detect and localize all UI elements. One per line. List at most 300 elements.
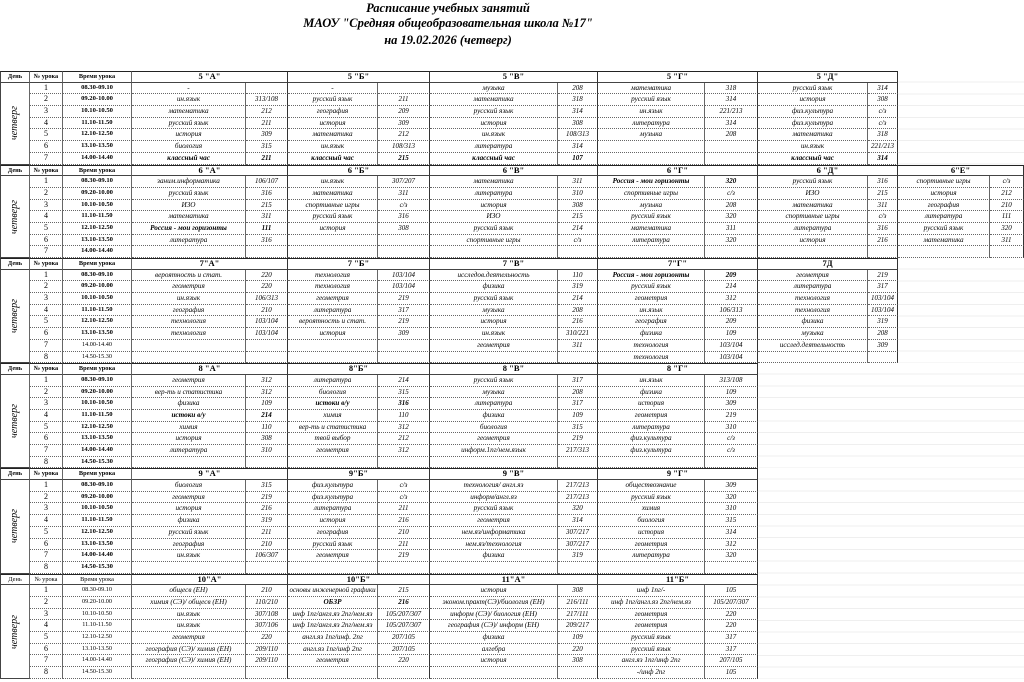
subject-cell: музыка	[430, 83, 558, 95]
subject-cell: инф 1пг/англ.яз 2пг/нем.яз	[288, 620, 378, 632]
room-cell: 307/217	[558, 527, 598, 539]
subject-cell	[598, 562, 705, 574]
subject-cell: география	[288, 106, 378, 118]
subject-cell: история	[758, 235, 868, 247]
room-cell: 220	[246, 632, 288, 644]
room-cell: 320	[990, 223, 1024, 235]
room-cell	[378, 667, 430, 679]
subject-cell: русский язык	[132, 188, 246, 200]
room-cell: 103/104	[705, 340, 758, 352]
subject-cell: геометрия	[288, 655, 378, 667]
lesson-number: 1	[30, 83, 63, 95]
subject-cell: физика	[758, 316, 868, 328]
class-header: 8"Б"	[288, 363, 430, 375]
room-cell: 103/104	[246, 328, 288, 340]
room-cell: 219	[378, 316, 430, 328]
lesson-time: 14.50-15.30	[63, 562, 132, 574]
lesson-number: 2	[30, 597, 63, 609]
room-cell: 216	[558, 316, 598, 328]
room-cell: 103/104	[705, 352, 758, 364]
room-cell	[246, 352, 288, 364]
room-cell: 209	[705, 316, 758, 328]
subject-cell: ин.язык	[288, 141, 378, 153]
room-cell: 317	[868, 281, 898, 293]
class-header: 7 "В"	[430, 258, 598, 270]
subject-cell	[288, 340, 378, 352]
subject-cell: классный час	[430, 153, 558, 165]
room-cell: 107	[558, 153, 598, 165]
subject-cell: нем.яз/информатика	[430, 527, 558, 539]
room-cell: 316	[378, 398, 430, 410]
subject-cell: геометрия	[598, 609, 705, 621]
lesson-time: 11.10-11.50	[63, 620, 132, 632]
room-cell: 308	[246, 433, 288, 445]
lesson-time: 13.10-13.50	[63, 235, 132, 247]
subject-cell: русский язык	[758, 176, 868, 188]
subject-cell	[430, 667, 558, 679]
subject-cell: ин.язык	[430, 328, 558, 340]
day-label: четверг	[9, 509, 20, 544]
subject-cell: ИЗО	[132, 200, 246, 212]
subject-cell: география	[898, 200, 990, 212]
subject-cell: основы инженерной графики	[288, 585, 378, 597]
subject-cell: история	[430, 585, 558, 597]
room-cell: 320	[705, 176, 758, 188]
subject-cell: геометрия	[288, 550, 378, 562]
lesson-time: 10.10-10.50	[63, 609, 132, 621]
subject-cell: история	[430, 655, 558, 667]
subject-cell: история	[758, 94, 868, 106]
room-cell: 214	[558, 223, 598, 235]
room-cell: 215	[378, 585, 430, 597]
empty-area	[898, 258, 1024, 363]
room-cell: 105	[705, 585, 758, 597]
room-cell: 310	[705, 422, 758, 434]
subject-cell: твой выбор	[288, 433, 378, 445]
lesson-number: 6	[30, 328, 63, 340]
lesson-time: 10.10-10.50	[63, 200, 132, 212]
subject-cell: математика	[132, 211, 246, 223]
lesson-number: 4	[30, 211, 63, 223]
subject-cell: биология	[598, 515, 705, 527]
subject-cell: вероятность и стат.	[288, 316, 378, 328]
subject-cell	[430, 457, 558, 469]
room-cell: 105	[705, 667, 758, 679]
class-header: 7 "Б"	[288, 258, 430, 270]
subject-cell: общесв (ЕН)	[132, 585, 246, 597]
subject-cell: геометрия	[598, 293, 705, 305]
room-cell: 217/213	[558, 492, 598, 504]
subject-cell: геометрия	[132, 492, 246, 504]
room-cell: 216	[246, 503, 288, 515]
lesson-number: 3	[30, 609, 63, 621]
room-cell: с/з	[990, 176, 1024, 188]
lesson-number: 3	[30, 106, 63, 118]
lesson-time: 08.30-09.10	[63, 480, 132, 492]
subject-cell: инф 1пг/-	[598, 585, 705, 597]
room-cell	[868, 352, 898, 364]
subject-cell: -	[132, 83, 246, 95]
room-cell: 320	[705, 235, 758, 247]
room-cell: 103/104	[868, 293, 898, 305]
lesson-number-header: № урока	[30, 363, 63, 375]
room-cell: 214	[558, 293, 598, 305]
subject-cell: технология	[288, 270, 378, 282]
subject-cell: русский язык	[430, 293, 558, 305]
room-cell: 211	[378, 539, 430, 551]
lesson-time: 10.10-10.50	[63, 503, 132, 515]
room-cell	[558, 352, 598, 364]
class-header: 6 "Б"	[288, 165, 430, 177]
room-cell	[990, 246, 1024, 258]
subject-cell	[758, 352, 868, 364]
room-cell: 319	[246, 515, 288, 527]
subject-cell: русский язык	[132, 118, 246, 130]
room-cell: 309	[705, 480, 758, 492]
room-cell: 311	[246, 211, 288, 223]
room-cell: 312	[705, 293, 758, 305]
class-header: 6 "Д"	[758, 165, 898, 177]
room-cell: 210	[378, 527, 430, 539]
day-cell	[0, 176, 30, 258]
subject-cell: геометрия	[288, 445, 378, 457]
lesson-time: 14.00-14.40	[63, 655, 132, 667]
lesson-time: 11.10-11.50	[63, 211, 132, 223]
room-cell: 212	[378, 129, 430, 141]
room-cell: 211	[378, 503, 430, 515]
subject-cell: математика	[288, 129, 378, 141]
room-cell: 309	[705, 398, 758, 410]
day-label: четверг	[9, 106, 20, 141]
subject-cell: информ.1пг/нем.язык	[430, 445, 558, 457]
subject-cell: физ.культура	[598, 445, 705, 457]
subject-cell: биология	[430, 422, 558, 434]
subject-cell: математика	[758, 129, 868, 141]
subject-cell: вер-ть и статистика	[288, 422, 378, 434]
room-cell: 308	[558, 200, 598, 212]
room-cell	[705, 153, 758, 165]
room-cell	[378, 352, 430, 364]
room-cell: 217/213	[558, 480, 598, 492]
room-cell: 106/107	[246, 176, 288, 188]
lesson-number: 5	[30, 316, 63, 328]
room-cell	[705, 562, 758, 574]
room-cell: 212	[378, 433, 430, 445]
subject-cell: русский язык	[758, 83, 868, 95]
room-cell: 207/105	[705, 655, 758, 667]
subject-cell: русский язык	[898, 223, 990, 235]
lesson-time: 08.30-09.10	[63, 83, 132, 95]
room-cell: 317	[558, 398, 598, 410]
room-cell: 214	[705, 281, 758, 293]
lesson-time: 14.00-14.40	[63, 153, 132, 165]
day-label: четверг	[9, 199, 20, 234]
room-cell: 220	[558, 644, 598, 656]
lesson-time: 09.20-10.00	[63, 492, 132, 504]
lesson-time: 14.00-14.40	[63, 550, 132, 562]
subject-cell: англ.яз 1пг/инф. 2пг	[288, 632, 378, 644]
subject-cell: русский язык	[288, 539, 378, 551]
lesson-time: 09.20-10.00	[63, 281, 132, 293]
room-cell: 310	[558, 188, 598, 200]
subject-cell: литература	[132, 235, 246, 247]
room-cell: 307/217	[558, 539, 598, 551]
room-cell: 312	[705, 539, 758, 551]
subject-cell: музыка	[430, 305, 558, 317]
lesson-number: 5	[30, 223, 63, 235]
room-cell: 316	[378, 211, 430, 223]
subject-cell: история	[288, 328, 378, 340]
lesson-time: 12.10-12.50	[63, 223, 132, 235]
subject-cell: русский язык	[430, 106, 558, 118]
day-header: День	[0, 574, 30, 586]
lesson-number: 2	[30, 281, 63, 293]
room-cell	[378, 83, 430, 95]
room-cell: 109	[558, 410, 598, 422]
lesson-number: 6	[30, 433, 63, 445]
subject-cell: ин.язык	[288, 176, 378, 188]
subject-cell: химия	[288, 410, 378, 422]
class-header: 7"А"	[132, 258, 288, 270]
subject-cell: нем.яз/технология	[430, 539, 558, 551]
subject-cell: литература	[288, 503, 378, 515]
subject-cell	[430, 562, 558, 574]
room-cell	[246, 83, 288, 95]
lesson-time: 14.50-15.30	[63, 457, 132, 469]
subject-cell: история	[430, 200, 558, 212]
subject-cell: литература	[430, 188, 558, 200]
room-cell	[378, 457, 430, 469]
day-header: День	[0, 258, 30, 270]
room-cell: 307/106	[246, 620, 288, 632]
lesson-time-header: Время урока	[63, 258, 132, 270]
subject-cell: русский язык	[598, 281, 705, 293]
class-header: 9 "А"	[132, 468, 288, 480]
room-cell: 219	[378, 293, 430, 305]
room-cell: 216/111	[558, 597, 598, 609]
subject-cell: математика	[898, 235, 990, 247]
room-cell: 110/210	[246, 597, 288, 609]
class-header: 6 "В"	[430, 165, 598, 177]
subject-cell: ин.язык	[598, 375, 705, 387]
room-cell: 108/313	[378, 141, 430, 153]
subject-cell: история	[430, 316, 558, 328]
room-cell: 217/111	[558, 609, 598, 621]
room-cell: 207/105	[378, 644, 430, 656]
subject-cell: ОБЗР	[288, 597, 378, 609]
subject-cell: русский язык	[430, 223, 558, 235]
room-cell: 103/104	[246, 316, 288, 328]
room-cell: 215	[558, 211, 598, 223]
lesson-number: 1	[30, 480, 63, 492]
class-header: 5 "Г"	[598, 71, 758, 83]
subject-cell: технология	[598, 340, 705, 352]
subject-cell: истоки в/у	[288, 398, 378, 410]
room-cell: 320	[558, 503, 598, 515]
room-cell: 211	[378, 94, 430, 106]
day-cell	[0, 375, 30, 469]
subject-cell	[598, 141, 705, 153]
subject-cell	[758, 246, 868, 258]
lesson-number-header: № урока	[30, 165, 63, 177]
room-cell: 208	[868, 328, 898, 340]
lesson-time-header: Время урока	[63, 468, 132, 480]
subject-cell: история	[132, 503, 246, 515]
room-cell: 312	[378, 445, 430, 457]
room-cell	[705, 141, 758, 153]
subject-cell	[132, 457, 246, 469]
subject-cell: география	[132, 539, 246, 551]
day-label: четверг	[9, 404, 20, 439]
room-cell	[868, 246, 898, 258]
subject-cell: история	[598, 527, 705, 539]
room-cell: 317	[558, 375, 598, 387]
room-cell	[558, 457, 598, 469]
lesson-number: 8	[30, 352, 63, 364]
subject-cell: физ.культура	[288, 480, 378, 492]
room-cell: 111	[246, 223, 288, 235]
room-cell: 316	[246, 235, 288, 247]
day-header: День	[0, 71, 30, 83]
room-cell: 109	[705, 328, 758, 340]
lesson-time: 14.00-14.40	[63, 246, 132, 258]
subject-cell	[598, 153, 705, 165]
room-cell: 219	[868, 270, 898, 282]
lesson-number: 8	[30, 562, 63, 574]
lesson-time: 12.10-12.50	[63, 316, 132, 328]
subject-cell: спортивные игры	[598, 188, 705, 200]
room-cell: 316	[246, 188, 288, 200]
subject-cell	[288, 235, 378, 247]
subject-cell: музыка	[598, 200, 705, 212]
room-cell: 219	[558, 433, 598, 445]
lesson-time: 09.20-10.00	[63, 387, 132, 399]
subject-cell: литература	[758, 281, 868, 293]
subject-cell: физ.культура	[288, 492, 378, 504]
day-header: День	[0, 363, 30, 375]
room-cell	[558, 562, 598, 574]
subject-cell: химия	[132, 422, 246, 434]
class-header: 10"Б"	[288, 574, 430, 586]
subject-cell: спортивные игры	[758, 211, 868, 223]
room-cell: 210	[246, 539, 288, 551]
room-cell: 211	[246, 153, 288, 165]
room-cell: 106/313	[705, 305, 758, 317]
subject-cell: литература	[758, 223, 868, 235]
room-cell: с/з	[378, 492, 430, 504]
room-cell: 315	[378, 387, 430, 399]
room-cell: 110	[558, 270, 598, 282]
room-cell	[705, 457, 758, 469]
lesson-number: 6	[30, 644, 63, 656]
subject-cell: физика	[132, 515, 246, 527]
class-header: 8 "В"	[430, 363, 598, 375]
subject-cell: история	[132, 433, 246, 445]
subject-cell: инф 1пг/англ.яз 2пг/нем.яз	[598, 597, 705, 609]
room-cell	[558, 667, 598, 679]
subject-cell: технология	[758, 305, 868, 317]
room-cell: 105/207/307	[378, 609, 430, 621]
room-cell: 220	[378, 655, 430, 667]
lesson-number: 1	[30, 270, 63, 282]
room-cell: 209/110	[246, 644, 288, 656]
room-cell: 208	[705, 200, 758, 212]
subject-cell: классный час	[132, 153, 246, 165]
class-header: 11"Б"	[598, 574, 758, 586]
lesson-number: 4	[30, 410, 63, 422]
room-cell	[558, 246, 598, 258]
lesson-number-header: № урока	[30, 258, 63, 270]
class-header: 10"А"	[132, 574, 288, 586]
lesson-number: 7	[30, 246, 63, 258]
subject-cell: геометрия	[598, 539, 705, 551]
room-cell: 103/104	[868, 305, 898, 317]
subject-cell: вер-ть и статистика	[132, 387, 246, 399]
subject-cell: физика	[430, 550, 558, 562]
subject-cell: Россия - мои горизонты	[598, 270, 705, 282]
lesson-time: 13.10-13.50	[63, 433, 132, 445]
subject-cell: англ.яз 1пг/инф 2пг	[288, 644, 378, 656]
subject-cell: физ.культура	[758, 106, 868, 118]
room-cell: с/з	[378, 480, 430, 492]
room-cell	[378, 235, 430, 247]
room-cell	[246, 340, 288, 352]
room-cell: 309	[246, 129, 288, 141]
lesson-time: 12.10-12.50	[63, 422, 132, 434]
empty-area	[758, 468, 1024, 573]
lesson-time: 14.50-15.30	[63, 352, 132, 364]
day-cell	[0, 270, 30, 364]
room-cell: 212	[246, 106, 288, 118]
room-cell: 315	[558, 422, 598, 434]
room-cell	[378, 246, 430, 258]
subject-cell: спортивные игры	[898, 176, 990, 188]
subject-cell: геометрия	[430, 340, 558, 352]
subject-cell: география (СЭ)/ информ (ЕН)	[430, 620, 558, 632]
room-cell: 314	[558, 106, 598, 118]
room-cell: 210	[246, 305, 288, 317]
room-cell: 209/217	[558, 620, 598, 632]
subject-cell: геометрия	[758, 270, 868, 282]
subject-cell: спортивные игры	[430, 235, 558, 247]
room-cell: 320	[705, 492, 758, 504]
room-cell: 214	[246, 410, 288, 422]
subject-cell: литература	[430, 141, 558, 153]
subject-cell: литература	[598, 550, 705, 562]
subject-cell: литература	[288, 305, 378, 317]
subject-cell: классный час	[288, 153, 378, 165]
room-cell: 219	[246, 492, 288, 504]
lesson-number: 2	[30, 492, 63, 504]
lesson-time: 13.10-13.50	[63, 141, 132, 153]
subject-cell: ин.язык	[132, 609, 246, 621]
room-cell: 208	[558, 387, 598, 399]
room-cell: 208	[705, 129, 758, 141]
subject-cell: Россия - мои горизонты	[132, 223, 246, 235]
subject-cell: литература	[132, 445, 246, 457]
room-cell: 313/108	[705, 375, 758, 387]
lesson-time: 13.10-13.50	[63, 328, 132, 340]
lesson-time: 12.10-12.50	[63, 527, 132, 539]
lesson-time-header: Время урока	[63, 574, 132, 586]
subject-cell: география (СЭ)/ химия (ЕН)	[132, 644, 246, 656]
lesson-time: 09.20-10.00	[63, 597, 132, 609]
room-cell: 308	[558, 118, 598, 130]
room-cell: 314	[868, 83, 898, 95]
room-cell: 211	[246, 527, 288, 539]
class-header: 5 "Б"	[288, 71, 430, 83]
lesson-time: 08.30-09.10	[63, 585, 132, 597]
